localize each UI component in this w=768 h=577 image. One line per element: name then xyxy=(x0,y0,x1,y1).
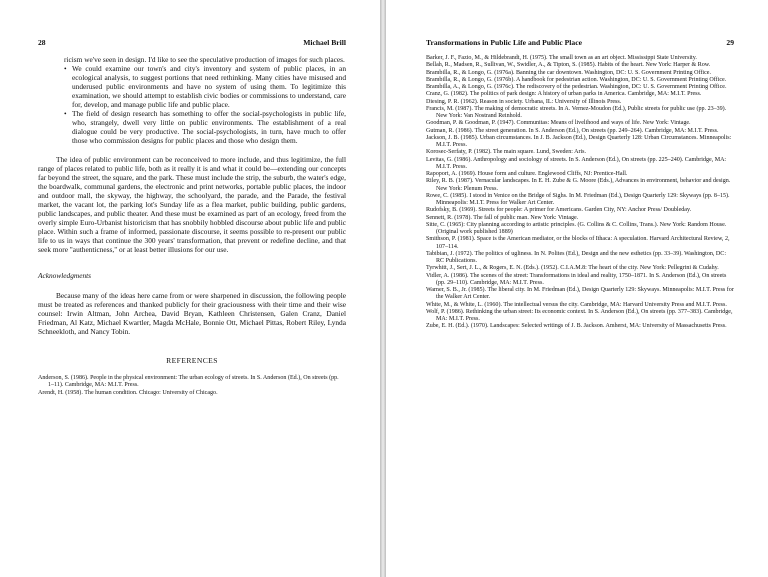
reference-entry: Barker, J. F., Fazio, M., & Hildebrandt, H. (1975). The small town as an art object. Mississippi State University. xyxy=(426,55,697,61)
page-number: 28 xyxy=(38,38,46,47)
lead-text: ricism we've seen in design. I'd like to see the speculative production of images for such places. xyxy=(64,55,345,64)
page-number: 29 xyxy=(726,38,734,47)
reference-entry: Zube, E. H. (Ed.). (1970). Landscapes: Selected writings of J. B. Jackson. Amherst, MA: University of Massachusetts Press. xyxy=(426,323,727,330)
reference-entry: White, M., & White, L. (1960). The intellectual versus the city. Cambridge, MA: Harvard University Press and M.I.T. Press. xyxy=(426,301,727,308)
reference-entry: Arendt, H. (1958). The human condition. Chicago: University of Chicago. xyxy=(38,389,218,396)
reference-entry: Levitas, G. (1986). Anthropology and sociology of streets. In S. Anderson (Ed.), On streets (pp. 225–240). Cambridge, MA: M.I.T. Press. xyxy=(426,156,727,170)
reference-entry: Tabibian, J. (1972). The politics of ugliness. In N. Polites (Ed.), Design and the new esthetics (pp. 33–39). Washington, DC: RC Publications. xyxy=(426,250,726,264)
reference-entry: Brambilla, R., & Longo, G. (1976a). Banning the car downtown. Washington, DC: U. S. Government Printing Office. xyxy=(426,69,711,76)
reference-entry: Warner, S. B., Jr. (1985). The liberal city. In M. Friedman (Ed.), Design Quarterly 129: Skyways. Minneapolis: M.I.T. Press for the Walker Art Center. xyxy=(426,287,734,301)
reference-entry: Jackson, J. B. (1985). Urban circumstances. In J. B. Jackson (Ed.), Design Quarterly 128: Urban Circumstances. Minneapolis: M.I.T. Press. xyxy=(426,134,732,148)
reference-list xyxy=(426,55,734,331)
reference-entry: Rudofsky, B. (1969). Streets for people: A primer for Americans. Garden City, NY: Anchor Press/ Doubleday. xyxy=(426,207,692,214)
reference-entry: Brambilla, R., & Longo, G. (1976b). A handbook for pedestrian action. Washington, DC: U. S. Government Printing Office. xyxy=(426,76,727,83)
reference-entry: Francis, M. (1987). The making of democratic streets. In A. Vernez-Moudon (Ed.), Public streets for public use (pp. 23–39). New York: Van Nostrand Reinhold. xyxy=(426,105,727,119)
right-page xyxy=(386,0,768,577)
reference-entry: Bellah, R., Madsen, R., Sullivan, W., Swidler, A., & Tipton, S. (1985). Habits of the heart. New York: Harper & Row. xyxy=(426,62,711,69)
reference-entry: Riley, R. B. (1987). Vernacular landscapes. In E. H. Zube & G. Moore (Eds.), Advances in environment, behavior and design. New York: Plenum Press. xyxy=(426,178,731,192)
running-head-title: Transformations in Public Life and Public Place xyxy=(426,38,582,47)
reference-entry: Sennett, R. (1978). The fall of public man. New York: Vintage. xyxy=(426,214,579,221)
references-heading: REFERENCES xyxy=(166,356,218,365)
reference-entry: Wolf, P. (1986). Rethinking the urban street: Its economic context. In S. Anderson (Ed.), On streets (pp. 377–383). Cambridge, MA: M.I.T. Press. xyxy=(426,308,733,322)
body-paragraph: The idea of public environment can be reconceived to more include, and thus legitimize, the full range of places related to public life, both as it really it is and what it could be—extending our concepts far beyond the street, the square, and the park. These must include the strip, the suburb, the water's edge, the boardwalk, communal gardens, the electronic and print networks, portable public places, the indoor and outdoor mall, the skyway, the highway, the schoolyard, the parade, and the Parade, the festival market, the vacant lot, the parking lot's Sunday life as a flea market, public building, public gardens, public landscapes, and public theater. And these must be examined as part of an ecology, freed from the overly simple Euro-Urbanist historicism that has snobbily hobbled discourse about public life and public place. Within such a frame of informed, passionate discourse, it seems possible to re-present our public life to us in ways that continue the 300 years' transformation, that prevent or redefine decline, and that seek more "authenticness," or at least better illusions for our use. xyxy=(38,155,346,254)
bullet-list xyxy=(64,64,346,145)
reference-list xyxy=(38,375,346,397)
reference-entry: Brambilla, A., & Longo, G. (1976c). The rediscovery of the pedestrian. Washington, DC: U. S. Government Printing Office. xyxy=(426,84,727,90)
reference-entry: Vidler, A. (1986). The scenes of the street: Transformations in ideal and reality, 1750–1871. In S. Anderson (Ed.), On streets (pp. 29–110). Cambridge, MA: M.I.T. Press. xyxy=(426,272,727,286)
acknowledgments-paragraph: Because many of the ideas here came from or were sharpened in discussion, the following people must be treated as references and thanked publicly for their graciousness with their time and their wise counsel: Irwin Altman, John Archea, David Bryan, Kathleen Christensen, Galen Cranz, Daniel Friedman, Al Katz, Michael Kwartler, Magda McHale, Bonnie Ott, Michael Pittas, Robert Riley, Lynda Schneekloth, and Nancy Tobin. xyxy=(38,291,346,336)
reference-entry: Sitte, C. (1965): City planning according to artistic principles. (G. Collins & C. Collins, Trans.). New York: Random House. (Original work published 1889) xyxy=(426,221,727,235)
reference-entry: Anderson, S. (1986). People in the physical environment: The urban ecology of streets. In S. Anderson (Ed.), On streets (pp. 1–11). Cambridge, MA: M.I.T. Press. xyxy=(38,375,339,389)
reference-entry: Rowe, C. (1985). I stood in Venice on the Bridge of Sighs. In M. Friedman (Ed.), Design Quarterly 129: Skyways (pp. 8–15). Minneapolis: M.I.T. Press for Walker Art Center. xyxy=(426,192,730,206)
acknowledgments-heading: Acknowledgments xyxy=(38,271,92,280)
running-head-author: Michael Brill xyxy=(303,38,346,47)
reference-entry: Tyrwhitt, J., Sert, J. L., & Rogers, E. N. (Eds.). (1952). C.I.A.M.8: The heart of the city. New York: Pellegrini & Cudahy. xyxy=(426,265,719,272)
left-page xyxy=(0,0,380,577)
reference-entry: Rapoport, A. (1969). House form and culture. Englewood Cliffs, NJ: Prentice-Hall. xyxy=(426,171,628,177)
running-head xyxy=(426,38,734,47)
reference-entry: Cranz, G. (1982). The politics of park design: A history of urban parks in America. Cambridge, MA: M.I.T. Press. xyxy=(426,91,702,98)
bullet-block xyxy=(64,55,346,145)
running-head xyxy=(38,38,346,47)
reference-entry: Smithson, P. (1981). Space is the American mediator, or the blocks of Ithaca: A speculation. Harvard Architectural Review, 2, 107–114. xyxy=(426,236,730,250)
reference-entry: Diesing, P. R. (1962). Reason in society. Urbana, IL: University of Illinois Press. xyxy=(426,98,622,105)
reference-entry: Goodman, P. & Goodman, P. (1947). Communitas: Means of livelihood and ways of life. New York: Vintage. xyxy=(426,120,691,127)
bullet-item: • The field of design research has something to offer the social-psychologists in public life, who, strangely, dwell very little on public environments. The establishment of a real dialogue could be very productive. The social-psychologists, in turn, have much to offer those who commission designs for public places and those who design them. xyxy=(64,109,346,145)
reference-entry: Gutman, R. (1986). The street generation. In S. Anderson (Ed.), On streets (pp. 249–264). Cambridge, MA: M.I.T. Press. xyxy=(426,127,719,134)
bullet-item: • We could examine our town's and city's inventory and system of public places, in an ecological analysis, to suggest portions that need rethinking. Many cities have misused and underused public environments and have no system of using them. To legitimize this examination, we should attempt to establish civic bodies or commissions to understand, care for, develop, and manage public life and public place. xyxy=(64,64,346,109)
reference-entry: Korosec-Serfaty, P. (1982). The main square. Lund, Sweden: Aris. xyxy=(426,149,587,156)
